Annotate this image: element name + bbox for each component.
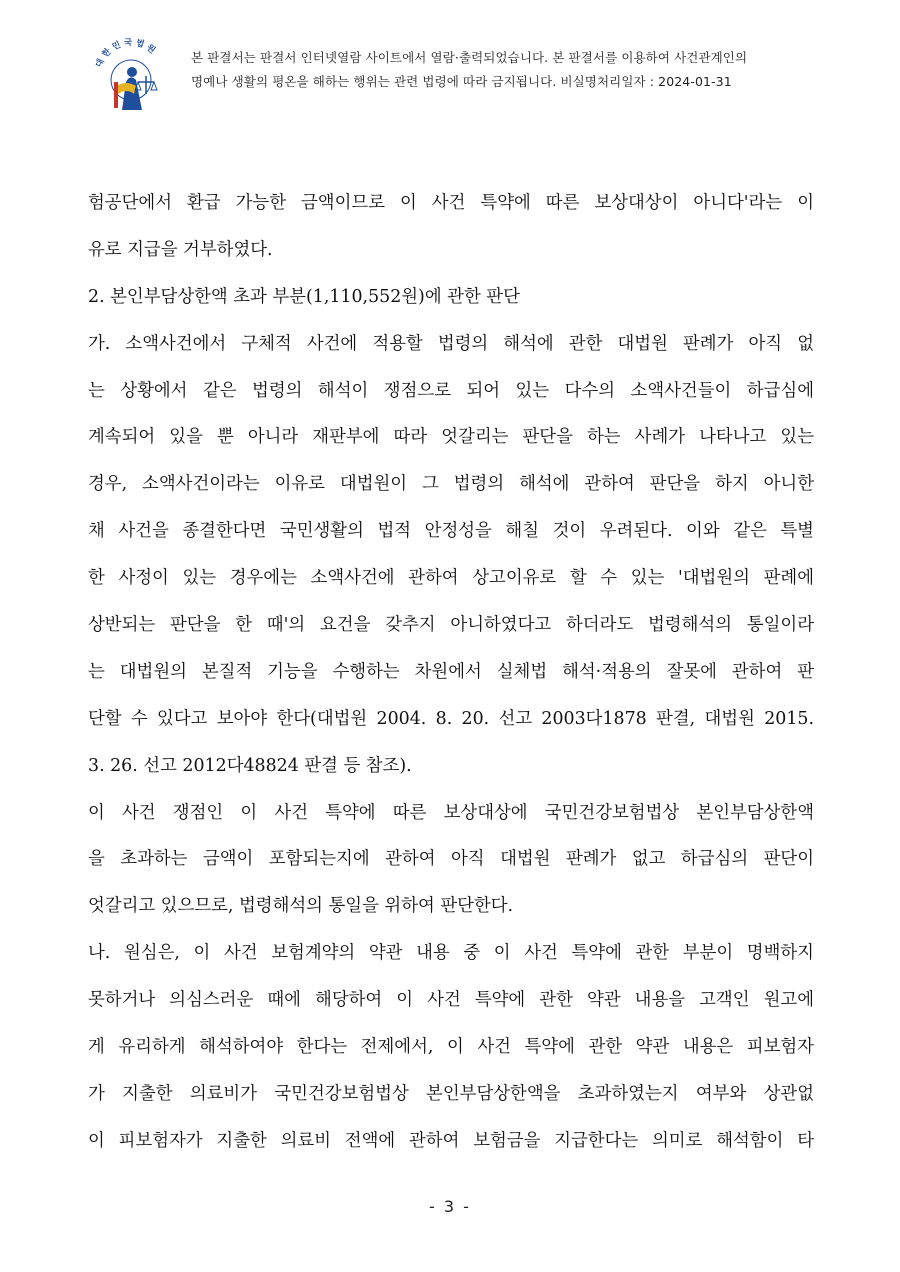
text-line: 는 대법원의 본질적 기능을 수행하는 차원에서 실체법 해석·적용의 잘못에 관하여 판 bbox=[88, 661, 814, 682]
text-line: 3. 26. 선고 2012다48824 판결 등 참조). bbox=[88, 755, 412, 776]
page-number: - 3 - bbox=[429, 1197, 471, 1216]
text-line: 을 초과하는 금액이 포함되는지에 관하여 아직 대법원 판례가 없고 하급심의 판단이 bbox=[88, 849, 814, 870]
text-line: 가. 소액사건에서 구체적 사건에 적용할 법령의 해석에 관한 대법원 판례가 아직 없 bbox=[88, 333, 814, 354]
page-header bbox=[86, 36, 846, 116]
text-line: 경우, 소액사건이라는 이유로 대법원이 그 법령의 해석에 관하여 판단을 하지 아니한 bbox=[88, 474, 814, 495]
section-heading: 2. 본인부담상한액 초과 부분(1,110,552원)에 관한 판단 bbox=[88, 286, 520, 307]
text-line: 유로 지급을 거부하였다. bbox=[88, 239, 273, 260]
text-line: 이 피보험자가 지출한 의료비 전액에 관하여 보험금을 지급한다는 의미로 해석함이 타 bbox=[88, 1130, 814, 1151]
text-line: 채 사건을 종결한다면 국민생활의 법적 안정성을 해칠 것이 우려된다. 이와 같은 특별 bbox=[88, 521, 814, 542]
text-line: 상반되는 판단을 한 때'의 요건을 갖추지 아니하였다고 하더라도 법령해석의 통일이라 bbox=[88, 615, 814, 636]
text-line: 게 유리하게 해석하여야 한다는 전제에서, 이 사건 특약에 관한 약관 내용은 피보험자 bbox=[88, 1037, 814, 1058]
logo-arc-text: 대한민국법원 bbox=[94, 37, 160, 70]
text-line: 못하거나 의심스러운 때에 해당하여 이 사건 특약에 관한 약관 내용을 고객인 원고에 bbox=[88, 990, 814, 1011]
text-line: 한 사정이 있는 경우에는 소액사건에 관하여 상고이유로 할 수 있는 '대법원의 판례에 bbox=[88, 568, 814, 589]
text-line: 는 상황에서 같은 법령의 해석이 쟁점으로 되어 있는 다수의 소액사건들이 하급심에 bbox=[88, 380, 814, 401]
text-line: 단할 수 있다고 보아야 한다(대법원 2004. 8. 20. 선고 2003다1878 판결, 대법원 2015. bbox=[88, 708, 814, 729]
text-line: 이 사건 쟁점인 이 사건 특약에 따른 보상대상에 국민건강보험법상 본인부담상한액 bbox=[88, 802, 814, 823]
text-line: 엇갈리고 있으므로, 법령해석의 통일을 위하여 판단한다. bbox=[88, 896, 514, 917]
judgment-body bbox=[88, 180, 814, 1165]
text-line: 가 지출한 의료비가 국민건강보험법상 본인부담상한액을 초과하였는지 여부와 상관없 bbox=[88, 1083, 814, 1104]
text-line: 험공단에서 환급 가능한 금액이므로 이 사건 특약에 따른 보상대상이 아니다'라는 이 bbox=[88, 193, 814, 213]
usage-notice bbox=[191, 46, 831, 94]
notice-line-1: 본 판결서는 판결서 인터넷열람 사이트에서 열람·출력되었습니다. 본 판결서를 이용하여 사건관계인의 bbox=[191, 50, 748, 65]
court-logo-icon bbox=[86, 36, 176, 114]
text-line: 나. 원심은, 이 사건 보험계약의 약관 내용 중 이 사건 특약에 관한 부분이 명백하지 bbox=[88, 943, 814, 964]
text-line: 계속되어 있을 뿐 아니라 재판부에 따라 엇갈리는 판단을 하는 사례가 나타나고 있는 bbox=[88, 427, 814, 448]
notice-line-2: 명예나 생활의 평온을 해하는 행위는 관련 법령에 따라 금지됩니다. 비실명처리일자 : 2024-01-31 bbox=[191, 74, 732, 89]
